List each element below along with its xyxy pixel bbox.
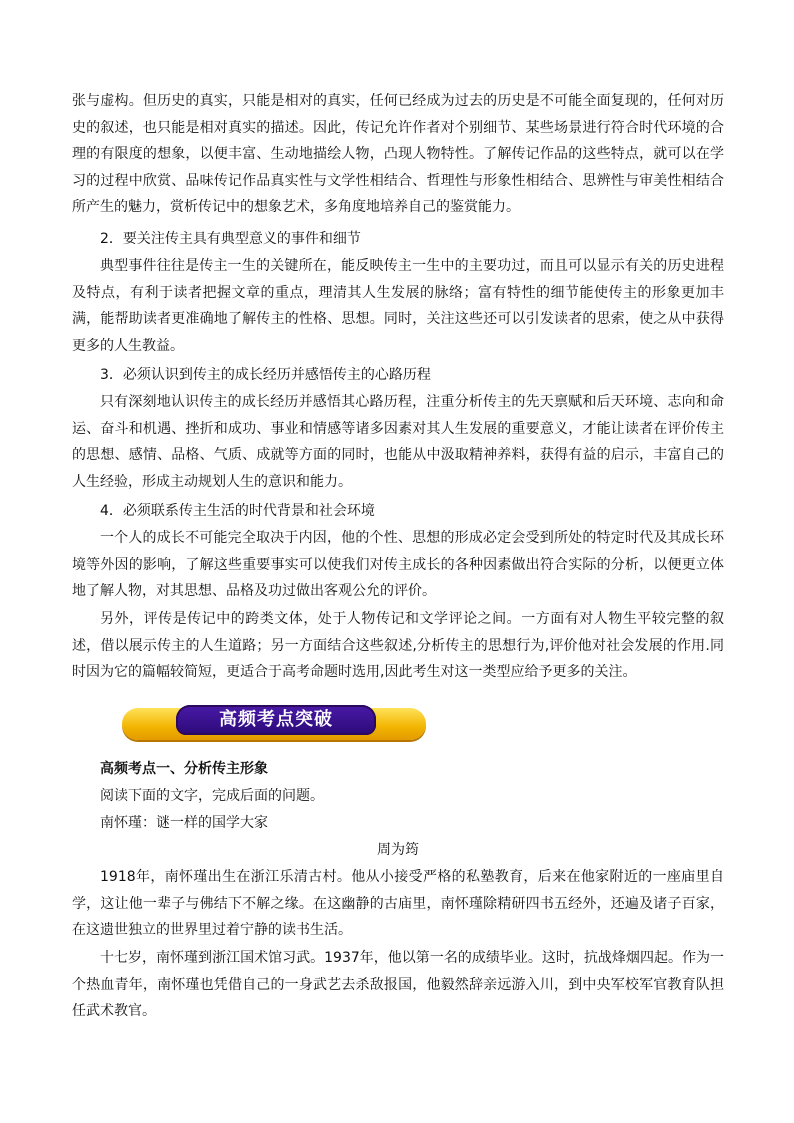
paragraph-growth: 只有深刻地认识传主的成长经历并感悟其心路历程，注重分析传主的先天禀赋和后天环境、志向和命运、奋斗和机遇、挫折和成功、事业和情感等诸多因素对其人生发展的重要意义，才能让读者在评价传主的思想、感情、品格、气质、成就等方面的同时，也能从中汲取精神养料，获得有益的启示，丰富自己的人生经验，形成主动规划人生的意识和能力。 <box>72 394 724 490</box>
article-title: 南怀瑾：谜一样的国学大家 <box>100 815 268 831</box>
paragraph-critical-biography: 另外，评传是传记中的跨类文体，处于人物传记和文学评论之间。一方面有对人物生平较完整的叙述，借以展示传主的人生道路；另一方面结合这些叙述,分析传主的思想行为,评价他对社会发展的作用.同时因为它的篇幅较简短，更适合于高考命题时选用,因此考生对这一类型应给予更多的关注。 <box>72 611 724 680</box>
section-heading: 高频考点一、分析传主形象 <box>100 761 268 777</box>
paragraph-realism <box>72 88 724 221</box>
article-paragraph-1: 1918年，南怀瑾出生在浙江乐清古村。他从小接受严格的私塾教育，后来在他家附近的一座庙里自学，这让他一辈子与佛结下不解之缘。在这幽静的古庙里，南怀瑾除精研四书五经外，还遍及诸子百家，在这遗世独立的世界里过着宁静的读书生活。 <box>72 869 724 938</box>
point-2-heading: 2．要关注传主具有典型意义的事件和细节 <box>100 231 361 247</box>
article-author: 周为筠 <box>377 842 419 858</box>
paragraph-background: 一个人的成长不可能完全取决于内因，他的个性、思想的形成必定会受到所处的特定时代及其成长环境等外因的影响，了解这些重要事实可以使我们对传主成长的各种因素做出符合实际的分析，以便更立体地了解人物，对其思想、品格及功过做出客观公允的评价。 <box>72 530 724 599</box>
section-banner <box>122 702 426 742</box>
paragraph-typical-events: 典型事件往往是传主一生的关键所在，能反映传主一生中的主要功过，而且可以显示有关的历史进程及特点，有利于读者把握文章的重点，理清其人生发展的脉络；富有特性的细节能使传主的形象更加丰满，能帮助读者更准确地了解传主的性格、思想。同时，关注这些还可以引发读者的思索，使之从中获得更多的人生教益。 <box>72 258 724 354</box>
banner-title: 高频考点突破 <box>219 709 333 730</box>
point-4-heading: 4．必须联系传主生活的时代背景和社会环境 <box>100 503 375 519</box>
instruction: 阅读下面的文字，完成后面的问题。 <box>100 788 324 804</box>
article-paragraph-2: 十七岁，南怀瑾到浙江国术馆习武。1937年，他以第一名的成绩毕业。这时，抗战烽烟四起。作为一个热血青年，南怀瑾也凭借自己的一身武艺去杀敌报国，他毅然辞亲远游入川，到中央军校军官教育队担任武术教官。 <box>72 950 724 1019</box>
point-3-heading: 3．必须认识到传主的成长经历并感悟传主的心路历程 <box>100 367 431 383</box>
paragraph-text: 张与虚构。但历史的真实，只能是相对的真实，任何已经成为过去的历史是不可能全面复现的，任何对历史的叙述，也只能是相对真实的描述。因此，传记允许作者对个别细节、某些场景进行符合时代环境的合理的有限度的想象，以便丰富、生动地描绘人物，凸现人物特性。了解传记作品的这些特点，就可以在学习的过程中欣赏、品味传记作品真实性与文学性相结合、哲理性与形象性相结合、思辨性与审美性相结合所产生的魅力，赏析传记中的想象艺术，多角度地培养自己的鉴赏能力。 <box>72 93 724 215</box>
